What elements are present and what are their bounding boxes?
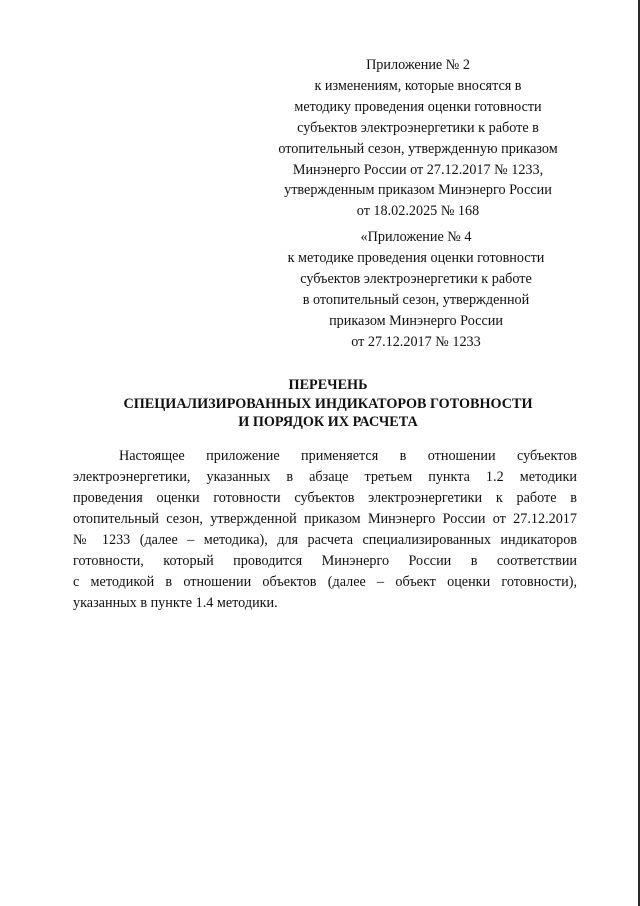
document-title-line: И ПОРЯДОК ИХ РАСЧЕТА [238,414,418,430]
body-line: № 1233 (далее – методика), для расчета специализированных индикаторов [73,532,577,548]
appendix-2-line: Приложение № 2 [366,57,470,73]
appendix-4-line: приказом Минэнерго России [329,312,503,329]
document-title-line: ПЕРЕЧЕНЬ [288,377,368,393]
appendix-4-line: от 27.12.2017 № 1233 [351,333,481,350]
appendix-4-line: субъектов электроэнергетики к работе [300,270,532,287]
body-line: Настоящее приложение применяется в отношении субъектов [119,448,577,464]
body-line: с методикой в отношении объектов (далее – объект оценки готовности), [73,574,577,590]
appendix-2-header [258,55,578,222]
appendix-4-header [256,227,576,352]
document-title-line: СПЕЦИАЛИЗИРОВАННЫХ ИНДИКАТОРОВ ГОТОВНОСТИ [123,395,533,412]
body-line: указанных в пункте 1.4 методики. [73,595,278,611]
document-title [70,376,586,432]
appendix-2-line: отопительный сезон, утвержденную приказом [278,140,558,157]
appendix-2-line: утвержденным приказом Минэнерго России [284,182,552,199]
body-line: отопительный сезон, утвержденной приказом Минэнерго России от 27.12.2017 [73,511,577,527]
body-paragraph [73,446,577,614]
appendix-2-line: Минэнерго России от 27.12.2017 № 1233, [292,161,544,178]
appendix-4-line: в отопительный сезон, утвержденной [302,291,530,308]
appendix-2-line: к изменениям, которые вносятся в [314,77,522,94]
body-line: проведения оценки готовности субъектов электроэнергетики к работе в [73,490,577,506]
appendix-2-line: субъектов электроэнергетики к работе в [297,119,539,136]
appendix-2-line: от 18.02.2025 № 168 [356,203,480,220]
appendix-2-line: методику проведения оценки готовности [294,98,542,115]
appendix-4-line: «Приложение № 4 [360,229,472,245]
body-line: готовности, который проводится Минэнерго России в соответствии [73,553,577,569]
body-line: электроэнергетики, указанных в абзаце третьем пункта 1.2 методики [73,469,577,485]
appendix-4-line: к методике проведения оценки готовности [287,249,545,266]
